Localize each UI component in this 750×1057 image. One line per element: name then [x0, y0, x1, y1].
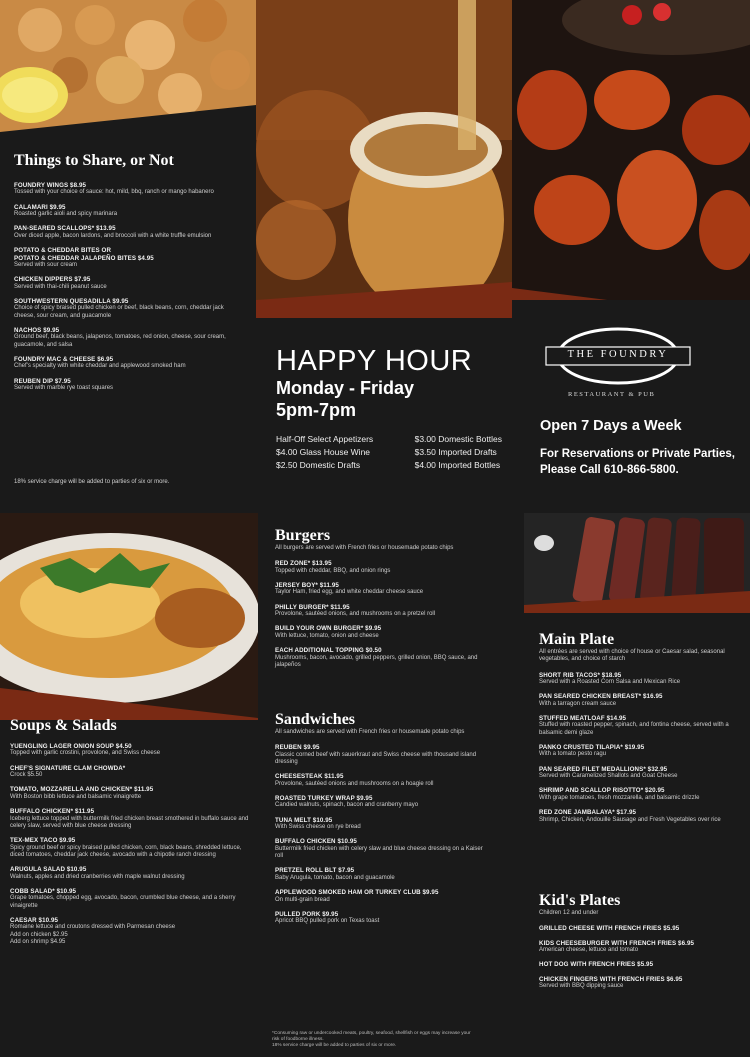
- menu-item-name: BUFFALO CHICKEN $10.95: [275, 838, 357, 846]
- kids-title: Kid's Plates: [539, 892, 621, 909]
- steak-photo: [524, 513, 750, 613]
- happy-hour-special: $3.00 Domestic Bottles: [414, 434, 502, 444]
- menu-item: [539, 715, 743, 737]
- menu-item-description: Tossed with your choice of sauce: hot, mild, bbq, ranch or mango habanero: [14, 189, 214, 196]
- menu-item: [14, 327, 246, 349]
- happy-hour-special: $4.00 Imported Bottles: [414, 460, 501, 470]
- brand-tagline: RESTAURANT & PUB: [568, 391, 656, 398]
- sandwiches-title: Sandwiches: [275, 711, 356, 728]
- menu-item: [275, 560, 483, 575]
- menu-item-description: American cheese, lettuce and tomato: [539, 947, 639, 954]
- menu-item: [10, 888, 250, 910]
- menu-item-name: REUBEN $9.95: [275, 744, 320, 752]
- happy-hour-specials: [276, 433, 502, 472]
- menu-item-name: FOUNDRY MAC & CHEESE $6.95: [14, 355, 114, 363]
- menu-item: [275, 625, 483, 640]
- menu-item: [275, 817, 483, 832]
- menu-item-name: PRETZEL ROLL BLT $7.95: [275, 867, 355, 875]
- menu-item: [14, 276, 246, 291]
- happy-hour-days: Monday - Friday: [276, 378, 415, 398]
- brand-section: [540, 325, 740, 478]
- menu-item: [10, 743, 250, 758]
- menu-item: [275, 838, 483, 860]
- menu-item: [539, 787, 743, 802]
- menu-item-name: GRILLED CHEESE WITH FRENCH FRIES $5.95: [539, 925, 680, 933]
- menu-item: [14, 356, 246, 371]
- menu-item: [539, 940, 743, 955]
- menu-item-description: Topped with garlic crostini, provolone, and Swiss cheese: [10, 750, 161, 757]
- menu-item-name: STUFFED MEATLOAF $14.95: [539, 715, 627, 722]
- menu-item-name: RED ZONE* $13.95: [275, 560, 332, 568]
- menu-item-description: Ground beef, black beans, jalapenos, tomatoes, red onion, cheese, sour cream, guacamole, and salsa: [14, 334, 226, 348]
- menu-item-description: Mushrooms, bacon, avocado, grilled peppers, grilled onion, BBQ sauce, and jalapeños: [275, 654, 478, 668]
- calamari-photo: [0, 0, 256, 132]
- menu-item-name: FOUNDRY WINGS $8.95: [14, 182, 87, 189]
- menu-item-name: TEX-MEX TACO $9.95: [10, 837, 76, 845]
- menu-item: [14, 298, 246, 320]
- menu-item-name: CHICKEN FINGERS WITH FRENCH FRIES $6.95: [539, 975, 683, 983]
- menu-item-description: With grape tomatoes, fresh mozzarella, and balsamic drizzle: [539, 794, 700, 801]
- main-plate-title: Main Plate: [539, 631, 615, 648]
- kids-list: [539, 925, 743, 990]
- sandwiches-subtitle: All sandwiches are served with French fries or housemade potato chips: [275, 729, 465, 735]
- soups-title: Soups & Salads: [10, 717, 117, 734]
- menu-item-name: ROASTED TURKEY WRAP $9.95: [275, 795, 373, 802]
- menu-item-description: Served with thai-chili peanut sauce: [14, 283, 107, 290]
- main-plate-list: [539, 672, 743, 824]
- burgers-title: Burgers: [275, 527, 331, 544]
- menu-item: [539, 744, 743, 759]
- menu-item: [10, 808, 250, 830]
- menu-item-name: TUNA MELT $10.95: [275, 816, 333, 824]
- menu-item-description: With a tomato pesto ragu: [539, 751, 607, 758]
- menu-item-description: Roasted garlic aioli and spicy marinara: [14, 211, 118, 218]
- menu-item: [539, 976, 743, 991]
- menu-item-description: Provolone, sautéed onions and mushrooms on a hoagie roll: [275, 780, 434, 787]
- menu-item-name: KIDS CHEESEBURGER WITH FRENCH FRIES $6.95: [539, 939, 695, 947]
- kids-section: [539, 892, 743, 998]
- menu-item: [539, 672, 743, 687]
- menu-item: [10, 786, 250, 801]
- menu-item-name: PAN SEARED CHICKEN BREAST* $16.95: [539, 693, 663, 701]
- menu-item: [14, 247, 246, 269]
- menu-item: [10, 765, 250, 780]
- menu-item-description: Taylor Ham, fried egg, and white cheddar cheese sauce: [275, 589, 424, 596]
- menu-item-name: PANKO CRUSTED TILAPIA* $19.95: [539, 744, 645, 751]
- menu-item-description: Spicy ground beef or spicy braised pulled chicken, corn, black beans, shredded lettuce, diced tomatoes, cheddar jack cheese, avocado with a chipotle ranch dressing: [10, 844, 242, 858]
- menu-item: [14, 378, 246, 393]
- menu-item: [539, 961, 743, 968]
- main-plate-section: [539, 631, 743, 831]
- menu-item: [10, 837, 250, 859]
- menu-item-name: JERSEY BOY* $11.95: [275, 582, 339, 589]
- menu-item-description: With Boston bibb lettuce and balsamic vinaigrette: [10, 793, 142, 800]
- wings-photo: [512, 0, 750, 300]
- menu-item-name: CALAMARI $9.95: [14, 203, 66, 211]
- menu-item-description: Buttermilk fried chicken with celery slaw and blue cheese dressing on a Kaiser roll: [275, 845, 483, 860]
- menu-item: [275, 604, 483, 619]
- happy-hour-time: 5pm-7pm: [276, 400, 357, 420]
- happy-hour-special: Half-Off Select Appetizers: [276, 434, 374, 444]
- menu-item-description: Apricot BBQ pulled pork on Texas toast: [275, 918, 380, 925]
- menu-item-description: Shrimp, Chicken, Andouille Sausage and Fresh Vegetables over rice: [539, 816, 721, 823]
- menu-item: [275, 582, 483, 597]
- soups-section: [10, 717, 250, 953]
- menu-item-description: Walnuts, apples and dried cranberries with maple walnut dressing: [10, 873, 185, 880]
- menu-item-description: Choice of spicy braised pulled chicken or beef, black beans, corn, cheddar jack cheese, sour cream, and guacamole: [14, 305, 224, 319]
- burgers-section: [275, 527, 483, 676]
- menu-item-name: TOMATO, MOZZARELLA AND CHICKEN* $11.95: [10, 786, 154, 794]
- menu-item: [275, 911, 483, 926]
- menu-item-name: PAN SEARED FILET MEDALLIONS* $32.95: [539, 765, 668, 773]
- menu-item-description: Served with Caramelized Shallots and Goat Cheese: [539, 773, 678, 780]
- share-list: [14, 182, 246, 392]
- menu-item: [10, 917, 250, 946]
- foundry-logo: [544, 325, 692, 387]
- share-section: [14, 152, 246, 399]
- menu-item-description: Served with marble rye toast squares: [14, 385, 114, 392]
- kids-subtitle: Children 12 and under: [539, 910, 599, 916]
- happy-hour-special: $4.00 Glass House Wine: [276, 447, 371, 457]
- happy-hour-section: [276, 345, 502, 472]
- menu-item: [275, 744, 483, 766]
- sandwiches-list: [275, 744, 483, 925]
- menu-item-description: Over diced apple, bacon lardons, and broccoli with a white truffle emulsion: [14, 232, 212, 239]
- menu-item-name: COBB SALAD* $10.95: [10, 887, 77, 895]
- menu-item-name: PAN-SEARED SCALLOPS* $13.95: [14, 225, 116, 233]
- beer-photo: [256, 0, 512, 318]
- menu-item-name: CHICKEN DIPPERS $7.95: [14, 276, 91, 284]
- menu-item-description: Chef's specialty with white cheddar and applewood smoked ham: [14, 363, 186, 370]
- menu-item-description: Grape tomatoes, chopped egg, avocado, bacon, crumbled blue cheese, and a sherry vinaigrette: [10, 895, 236, 909]
- burgers-subtitle: All burgers are served with French fries or housemade potato chips: [275, 545, 454, 551]
- menu-item: [539, 809, 743, 824]
- brand-name: THE FOUNDRY: [567, 349, 669, 360]
- menu-item-description: Classic corned beef with sauerkraut and Swiss cheese with thousand island dressing: [275, 751, 477, 765]
- happy-hour-special: $3.50 Imported Drafts: [414, 447, 497, 457]
- onion-soup-photo: [0, 513, 258, 720]
- menu-item-description: On multi-grain bread: [275, 896, 330, 903]
- menu-item-name: PHILLY BURGER* $11.95: [275, 603, 350, 611]
- menu-item-name: SHORT RIB TACOS* $18.95: [539, 671, 622, 679]
- menu-item-name: HOT DOG WITH FRENCH FRIES $5.95: [539, 961, 654, 969]
- menu-item-description: With lettuce, tomato, onion and cheese: [275, 632, 379, 639]
- menu-item: [275, 889, 483, 904]
- menu-item-name: CHEESESTEAK $11.95: [275, 773, 344, 781]
- menu-item-name: CHEF'S SIGNATURE CLAM CHOWDA*: [10, 764, 126, 772]
- happy-hour-left-list: [276, 433, 373, 472]
- menu-item: [14, 182, 246, 197]
- brand-open-hours: Open 7 Days a Week: [540, 418, 682, 434]
- menu-item-name: NACHOS $9.95: [14, 326, 60, 334]
- menu-item-name: RED ZONE JAMBALAYA* $17.95: [539, 809, 637, 817]
- menu-item-description: Topped with cheddar, BBQ, and onion rings: [275, 567, 391, 574]
- share-service-note: 18% service charge will be added to parties of six or more.: [14, 479, 170, 485]
- menu-item-name: BUFFALO CHICKEN* $11.95: [10, 808, 95, 816]
- menu-item-description: Provolone, sautéed onions, and mushrooms on a pretzel roll: [275, 611, 436, 618]
- menu-item-description: Crock $5.50: [10, 772, 43, 779]
- menu-item: [539, 766, 743, 781]
- menu-item: [275, 795, 483, 810]
- soups-list: [10, 743, 250, 946]
- menu-item: [275, 867, 483, 882]
- burgers-list: [275, 560, 483, 669]
- menu-item-name: APPLEWOOD SMOKED HAM OR TURKEY CLUB $9.95: [275, 889, 439, 897]
- menu-item-description: Stuffed with roasted pepper, spinach, and fontina cheese, served with a balsamic demi glaze: [539, 722, 729, 736]
- menu-item-description: Iceberg lettuce topped with buttermilk fried chicken breast smothered in buffalo sauce and celery slaw, served with blue cheese dressing: [10, 815, 249, 829]
- menu-item-description: Candied walnuts, spinach, bacon and cranberry mayo: [275, 802, 419, 809]
- menu-item-description: Baby Arugula, tomato, bacon and guacamole: [275, 874, 395, 881]
- menu-item-name: REUBEN DIP $7.95: [14, 377, 71, 385]
- menu-item: [275, 647, 483, 669]
- menu-item-name: YUENGLING LAGER ONION SOUP $4.50: [10, 743, 132, 750]
- menu-item: [14, 204, 246, 219]
- menu-item-description: Romaine lettuce and croutons dressed with Parmesan cheese Add on chicken $2.95 Add on shrimp $4.95: [10, 924, 176, 945]
- menu-item: [10, 866, 250, 881]
- menu-item-description: With Swiss cheese on rye bread: [275, 824, 361, 831]
- menu-item: [539, 693, 743, 708]
- happy-hour-special: $2.50 Domestic Drafts: [276, 460, 361, 470]
- brand-contact: For Reservations or Private Parties, Please Call 610-866-5800.: [540, 448, 735, 476]
- menu-item-name: CAESAR $10.95: [10, 916, 59, 924]
- happy-hour-right-list: [415, 433, 502, 472]
- sandwiches-section: [275, 711, 483, 933]
- happy-hour-title: HAPPY HOUR: [276, 345, 473, 377]
- menu-item-name: BUILD YOUR OWN BURGER* $9.95: [275, 625, 382, 633]
- menu-item-name: SHRIMP AND SCALLOP RISOTTO* $20.95: [539, 787, 665, 795]
- menu-item-name: SOUTHWESTERN QUESADILLA $9.95: [14, 297, 129, 305]
- menu-item-name: PULLED PORK $9.95: [275, 910, 339, 918]
- menu-item-name: ARUGULA SALAD $10.95: [10, 866, 87, 874]
- menu-item: [539, 925, 743, 932]
- raw-food-disclaimer: *Consuming raw or undercooked meats, poultry, seafood, shellfish or eggs may increase your risk of foodborne illness. 18% service charge will be added to parties of six or more.: [272, 1031, 471, 1048]
- menu-item-name: EACH ADDITIONAL TOPPING $0.50: [275, 647, 382, 655]
- menu-item: [14, 225, 246, 240]
- menu-item-description: Served with BBQ dipping sauce: [539, 983, 624, 990]
- menu-item: [275, 773, 483, 788]
- menu-item-description: With a tarragon cream sauce: [539, 700, 617, 707]
- menu-item-description: Served with sour cream: [14, 261, 78, 268]
- share-title: Things to Share, or Not: [14, 152, 174, 169]
- main-plate-subtitle: All entrées are served with choice of house or Caesar salad, seasonal vegetables, and choice of starch: [539, 649, 725, 663]
- menu-item-description: Served with a Roasted Corn Salsa and Mexican Rice: [539, 679, 681, 685]
- menu-item-name: POTATO & CHEDDAR BITES OR POTATO & CHEDDAR JALAPEÑO BITES $4.95: [14, 247, 154, 262]
